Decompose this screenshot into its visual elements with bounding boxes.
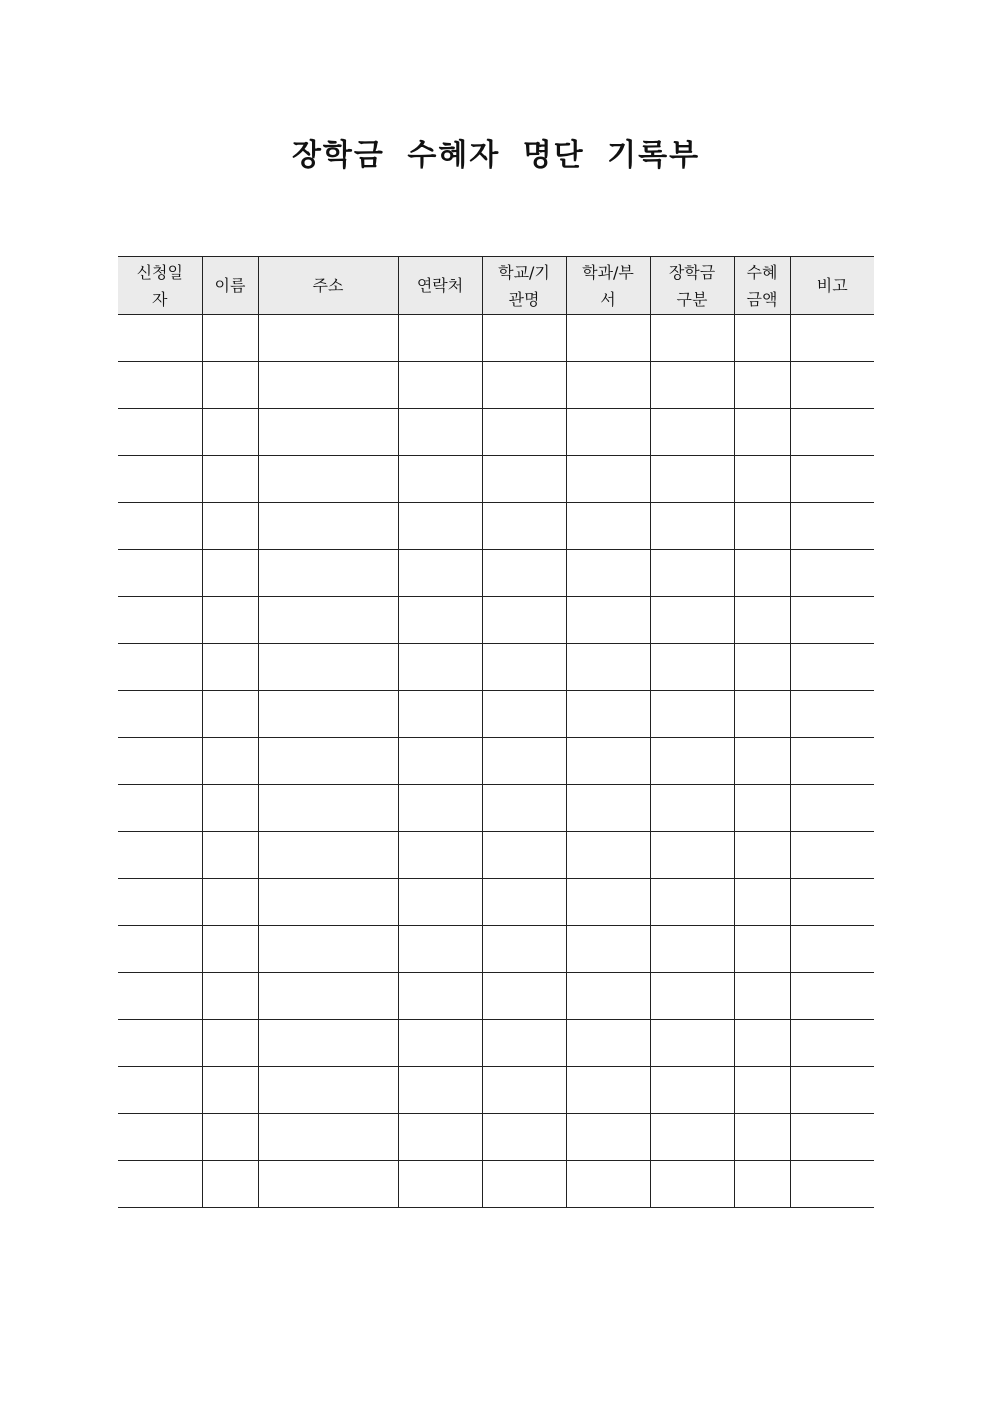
table-cell-scholarship-type[interactable] [650,1067,734,1114]
table-cell-name[interactable] [202,926,258,973]
column-header-address [258,257,398,315]
table-cell-contact[interactable] [398,362,482,409]
column-header-label: 관명 [508,289,540,309]
table-cell-remarks[interactable] [790,409,874,456]
table-cell-scholarship-type[interactable] [650,785,734,832]
table-cell-remarks[interactable] [790,503,874,550]
table-cell-school-institution[interactable] [482,691,566,738]
table-cell-scholarship-type[interactable] [650,738,734,785]
table-cell-scholarship-type[interactable] [650,362,734,409]
table-cell-address[interactable] [258,409,398,456]
table-cell-school-institution[interactable] [482,1067,566,1114]
table-cell-benefit-amount[interactable] [734,691,790,738]
table-cell-contact[interactable] [398,738,482,785]
table-cell-application-date[interactable] [118,1020,202,1067]
table-cell-remarks[interactable] [790,644,874,691]
table-row [118,785,874,832]
table-cell-school-institution[interactable] [482,550,566,597]
table-cell-department[interactable] [566,644,650,691]
table-cell-school-institution[interactable] [482,503,566,550]
table-cell-address[interactable] [258,597,398,644]
table-cell-name[interactable] [202,315,258,362]
column-header-scholarship-type [650,257,734,315]
table-cell-address[interactable] [258,550,398,597]
table-cell-benefit-amount[interactable] [734,1020,790,1067]
table-cell-application-date[interactable] [118,597,202,644]
table-cell-department[interactable] [566,738,650,785]
table-cell-contact[interactable] [398,832,482,879]
table-cell-remarks[interactable] [790,973,874,1020]
table-cell-department[interactable] [566,503,650,550]
table-cell-application-date[interactable] [118,785,202,832]
table-cell-department[interactable] [566,1114,650,1161]
column-header-label: 연락처 [416,276,464,295]
table-cell-remarks[interactable] [790,1067,874,1114]
table-cell-benefit-amount[interactable] [734,503,790,550]
table-cell-application-date[interactable] [118,644,202,691]
table-cell-benefit-amount[interactable] [734,409,790,456]
table-cell-remarks[interactable] [790,832,874,879]
column-header-name [202,257,258,315]
table-cell-remarks[interactable] [790,691,874,738]
table-cell-address[interactable] [258,456,398,503]
table-cell-scholarship-type[interactable] [650,1161,734,1208]
table-cell-benefit-amount[interactable] [734,315,790,362]
table-cell-contact[interactable] [398,1161,482,1208]
table-cell-department[interactable] [566,362,650,409]
table-cell-scholarship-type[interactable] [650,973,734,1020]
column-header-contact [398,257,482,315]
table-cell-school-institution[interactable] [482,926,566,973]
table-cell-remarks[interactable] [790,738,874,785]
column-header-label: 학과/부 [582,262,634,282]
table-cell-name[interactable] [202,691,258,738]
table-cell-address[interactable] [258,1067,398,1114]
table-cell-scholarship-type[interactable] [650,597,734,644]
table-row [118,691,874,738]
table-cell-school-institution[interactable] [482,879,566,926]
table-cell-department[interactable] [566,1020,650,1067]
table-cell-benefit-amount[interactable] [734,832,790,879]
table-cell-remarks[interactable] [790,550,874,597]
table-cell-school-institution[interactable] [482,832,566,879]
table-cell-address[interactable] [258,503,398,550]
table-cell-remarks[interactable] [790,926,874,973]
table-cell-name[interactable] [202,597,258,644]
table-cell-application-date[interactable] [118,738,202,785]
table-cell-address[interactable] [258,1161,398,1208]
table-row [118,738,874,785]
table-cell-department[interactable] [566,879,650,926]
table-cell-contact[interactable] [398,1067,482,1114]
table-cell-name[interactable] [202,1161,258,1208]
table-cell-address[interactable] [258,691,398,738]
table-cell-school-institution[interactable] [482,1020,566,1067]
table-cell-remarks[interactable] [790,879,874,926]
table-cell-school-institution[interactable] [482,409,566,456]
table-cell-address[interactable] [258,738,398,785]
table-cell-benefit-amount[interactable] [734,738,790,785]
table-cell-application-date[interactable] [118,1114,202,1161]
table-cell-school-institution[interactable] [482,1161,566,1208]
table-row [118,503,874,550]
table-cell-benefit-amount[interactable] [734,550,790,597]
table-cell-scholarship-type[interactable] [650,503,734,550]
table-row [118,550,874,597]
table-cell-contact[interactable] [398,691,482,738]
table-cell-benefit-amount[interactable] [734,1067,790,1114]
table-row [118,832,874,879]
table-cell-scholarship-type[interactable] [650,315,734,362]
table-header-row [118,257,874,315]
table-cell-department[interactable] [566,973,650,1020]
column-header-label: 자 [152,289,168,309]
table-cell-scholarship-type[interactable] [650,644,734,691]
table-cell-address[interactable] [258,973,398,1020]
table-cell-contact[interactable] [398,644,482,691]
table-cell-benefit-amount[interactable] [734,879,790,926]
table-cell-application-date[interactable] [118,409,202,456]
table-row [118,1067,874,1114]
table-cell-address[interactable] [258,362,398,409]
column-header-benefit-amount [734,257,790,315]
table-cell-school-institution[interactable] [482,597,566,644]
table-cell-school-institution[interactable] [482,738,566,785]
table-cell-remarks[interactable] [790,785,874,832]
table-row [118,973,874,1020]
table-cell-remarks[interactable] [790,1161,874,1208]
table-cell-department[interactable] [566,691,650,738]
table-cell-address[interactable] [258,832,398,879]
table-row [118,456,874,503]
table-cell-scholarship-type[interactable] [650,879,734,926]
column-header-label: 주소 [312,276,344,295]
table-cell-contact[interactable] [398,973,482,1020]
table-cell-benefit-amount[interactable] [734,644,790,691]
table-cell-application-date[interactable] [118,832,202,879]
table-cell-application-date[interactable] [118,1161,202,1208]
table-cell-name[interactable] [202,973,258,1020]
table-cell-address[interactable] [258,644,398,691]
table-cell-name[interactable] [202,409,258,456]
table-cell-remarks[interactable] [790,456,874,503]
table-cell-contact[interactable] [398,879,482,926]
table-cell-remarks[interactable] [790,315,874,362]
table-cell-benefit-amount[interactable] [734,926,790,973]
table-cell-scholarship-type[interactable] [650,1114,734,1161]
table-cell-address[interactable] [258,1114,398,1161]
table-cell-name[interactable] [202,1067,258,1114]
table-cell-department[interactable] [566,456,650,503]
table-cell-address[interactable] [258,1020,398,1067]
column-header-label: 금액 [746,289,778,309]
column-header-label: 비고 [816,276,848,295]
table-cell-school-institution[interactable] [482,973,566,1020]
table-cell-remarks[interactable] [790,1020,874,1067]
table-cell-contact[interactable] [398,315,482,362]
table-cell-scholarship-type[interactable] [650,456,734,503]
table-cell-contact[interactable] [398,503,482,550]
column-header-remarks [790,257,874,315]
page-title: 장학금 수혜자 명단 기록부 [291,138,701,173]
table-row [118,879,874,926]
table-cell-name[interactable] [202,879,258,926]
table-cell-application-date[interactable] [118,550,202,597]
table-cell-scholarship-type[interactable] [650,550,734,597]
table-cell-benefit-amount[interactable] [734,1161,790,1208]
table-cell-remarks[interactable] [790,597,874,644]
table-cell-name[interactable] [202,503,258,550]
table-cell-contact[interactable] [398,409,482,456]
table-cell-remarks[interactable] [790,362,874,409]
table-body [118,315,874,1208]
table-cell-benefit-amount[interactable] [734,785,790,832]
table-cell-department[interactable] [566,926,650,973]
table-cell-name[interactable] [202,550,258,597]
table-cell-name[interactable] [202,1020,258,1067]
table-row [118,362,874,409]
table-cell-address[interactable] [258,879,398,926]
table-cell-benefit-amount[interactable] [734,597,790,644]
table-cell-scholarship-type[interactable] [650,926,734,973]
table-cell-application-date[interactable] [118,456,202,503]
column-header-school-institution [482,257,566,315]
table-cell-application-date[interactable] [118,503,202,550]
column-header-label: 수혜 [746,262,778,282]
table-cell-benefit-amount[interactable] [734,362,790,409]
table-cell-application-date[interactable] [118,1067,202,1114]
table-row [118,926,874,973]
table-row [118,1020,874,1067]
table-cell-remarks[interactable] [790,1114,874,1161]
column-header-department [566,257,650,315]
table-cell-school-institution[interactable] [482,456,566,503]
table-cell-contact[interactable] [398,597,482,644]
table-cell-application-date[interactable] [118,362,202,409]
table-cell-scholarship-type[interactable] [650,409,734,456]
table-cell-department[interactable] [566,1161,650,1208]
table-cell-benefit-amount[interactable] [734,973,790,1020]
table-row [118,1161,874,1208]
table-cell-name[interactable] [202,738,258,785]
table-cell-name[interactable] [202,785,258,832]
table-cell-address[interactable] [258,315,398,362]
column-header-label: 장학금 [668,262,716,282]
table-cell-school-institution[interactable] [482,362,566,409]
table-cell-school-institution[interactable] [482,785,566,832]
table-cell-contact[interactable] [398,926,482,973]
column-header-application-date [118,257,202,315]
table-cell-address[interactable] [258,926,398,973]
table-row [118,1114,874,1161]
column-header-label: 신청일 [136,262,183,282]
table-cell-name[interactable] [202,832,258,879]
table-cell-school-institution[interactable] [482,315,566,362]
table-cell-school-institution[interactable] [482,644,566,691]
table-cell-benefit-amount[interactable] [734,1114,790,1161]
table-cell-benefit-amount[interactable] [734,456,790,503]
table-cell-name[interactable] [202,456,258,503]
table-cell-contact[interactable] [398,785,482,832]
table-cell-name[interactable] [202,362,258,409]
column-header-label: 구분 [676,289,708,309]
table-row [118,315,874,362]
table-cell-application-date[interactable] [118,879,202,926]
table-cell-department[interactable] [566,785,650,832]
table-cell-department[interactable] [566,315,650,362]
table-cell-scholarship-type[interactable] [650,691,734,738]
scholarship-recipient-table [118,256,874,1208]
table-cell-contact[interactable] [398,456,482,503]
table-cell-scholarship-type[interactable] [650,832,734,879]
table-cell-scholarship-type[interactable] [650,1020,734,1067]
table-cell-name[interactable] [202,1114,258,1161]
table-cell-department[interactable] [566,409,650,456]
table-row [118,597,874,644]
table-row [118,644,874,691]
table-cell-application-date[interactable] [118,973,202,1020]
table-cell-department[interactable] [566,550,650,597]
table-cell-school-institution[interactable] [482,1114,566,1161]
table-cell-application-date[interactable] [118,691,202,738]
table-cell-department[interactable] [566,1067,650,1114]
table-cell-name[interactable] [202,644,258,691]
table-cell-application-date[interactable] [118,315,202,362]
table-cell-department[interactable] [566,597,650,644]
table-cell-application-date[interactable] [118,926,202,973]
table-row [118,409,874,456]
table-cell-contact[interactable] [398,1020,482,1067]
table-cell-address[interactable] [258,785,398,832]
column-header-label: 이름 [214,276,246,295]
table-cell-department[interactable] [566,832,650,879]
column-header-label: 서 [600,289,616,309]
table-cell-contact[interactable] [398,1114,482,1161]
table-cell-contact[interactable] [398,550,482,597]
column-header-label: 학교/기 [498,262,550,282]
